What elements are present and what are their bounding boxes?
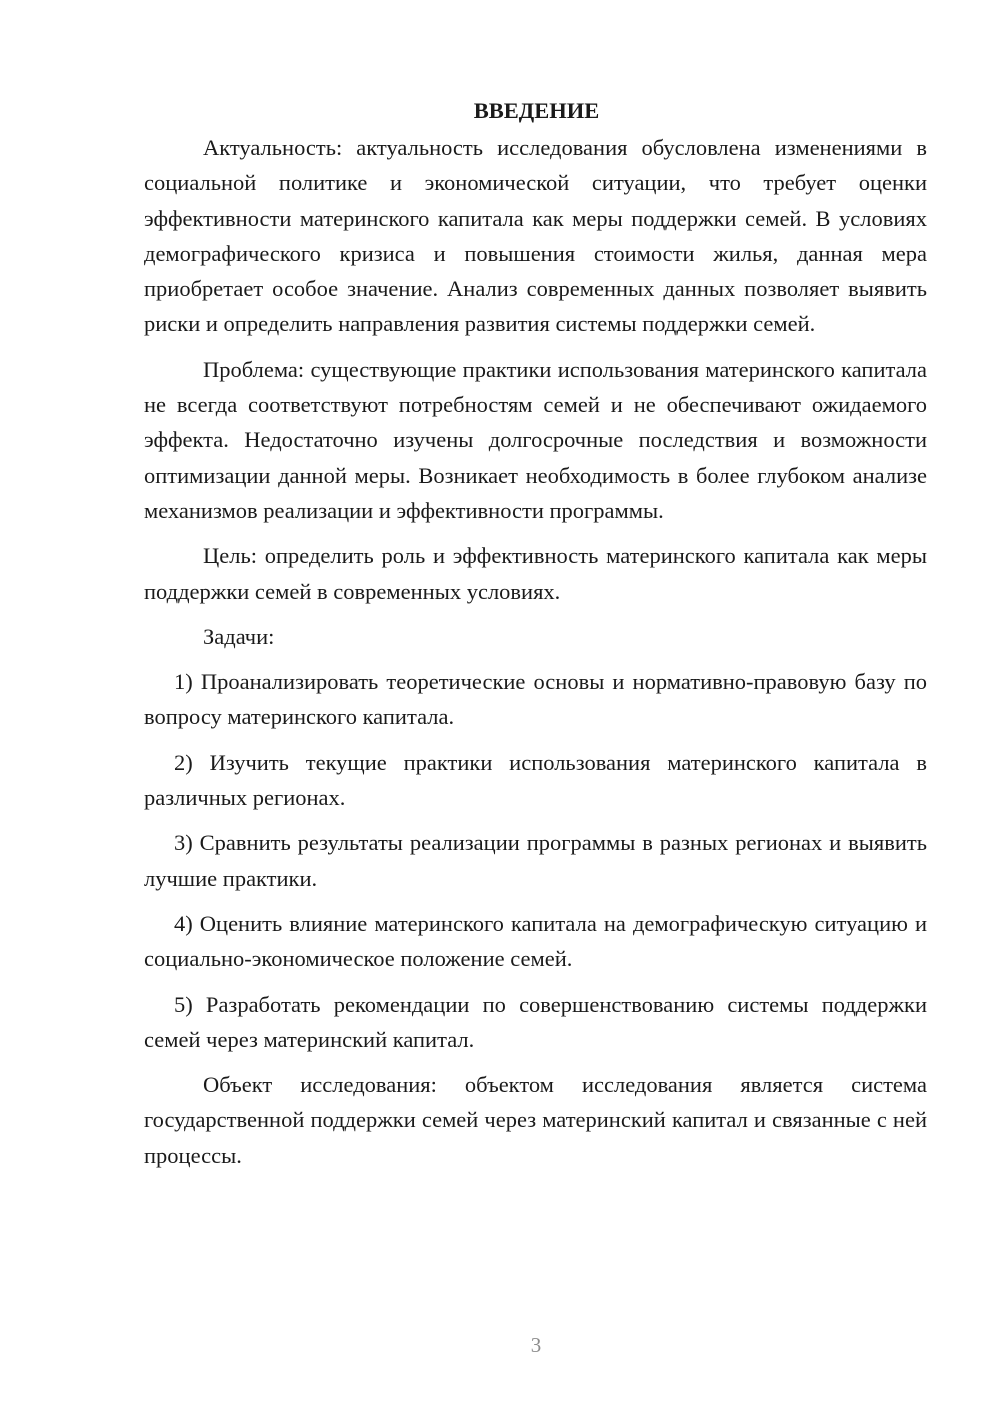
- paragraph-problem: Проблема: существующие практики использования материнского капитала не всегда соответствуют потребностям семей и не обеспечивают ожидаемого эффекта. Недостаточно изучены долгосрочные последствия и возможности оптимизации данной меры. Возникает необходимость в более глубоком анализе механизмов реализации и эффективности программы.: [144, 356, 927, 523]
- task-item: 2) Изучить текущие практики использования материнского капитала в различных регионах.: [144, 749, 927, 811]
- task-item: 3) Сравнить результаты реализации программы в разных регионах и выявить лучшие практики.: [144, 830, 927, 891]
- task-item: 1) Проанализировать теоретические основы и нормативно-правовую базу по вопросу материнского капитала.: [144, 669, 927, 730]
- section-heading: ВВЕДЕНИЕ: [473, 98, 600, 123]
- paragraph-object: Объект исследования: объектом исследования является система государственной поддержки семей через материнский капитал и связанные с ней процессы.: [144, 1072, 927, 1168]
- paragraph-goal: Цель: определить роль и эффективность материнского капитала как меры поддержки семей в современных условиях.: [144, 543, 927, 604]
- page-number: 3: [530, 1333, 542, 1357]
- page-content: [144, 92, 927, 1173]
- task-item: 4) Оценить влияние материнского капитала на демографическую ситуацию и социально-экономическое положение семей.: [144, 910, 927, 972]
- task-item: 5) Разработать рекомендации по совершенствованию системы поддержки семей через материнский капитал.: [144, 991, 927, 1052]
- tasks-label: Задачи:: [203, 623, 275, 649]
- paragraph-relevance: Актуальность: актуальность исследования обусловлена изменениями в социальной политике и экономической ситуации, что требует оценки эффективности материнского капитала как меры поддержки семей. В условиях демографического кризиса и повышения стоимости жилья, данная мера приобретает особое значение. Анализ современных данных позволяет выявить риски и определить направления развития системы поддержки семей.: [144, 135, 927, 337]
